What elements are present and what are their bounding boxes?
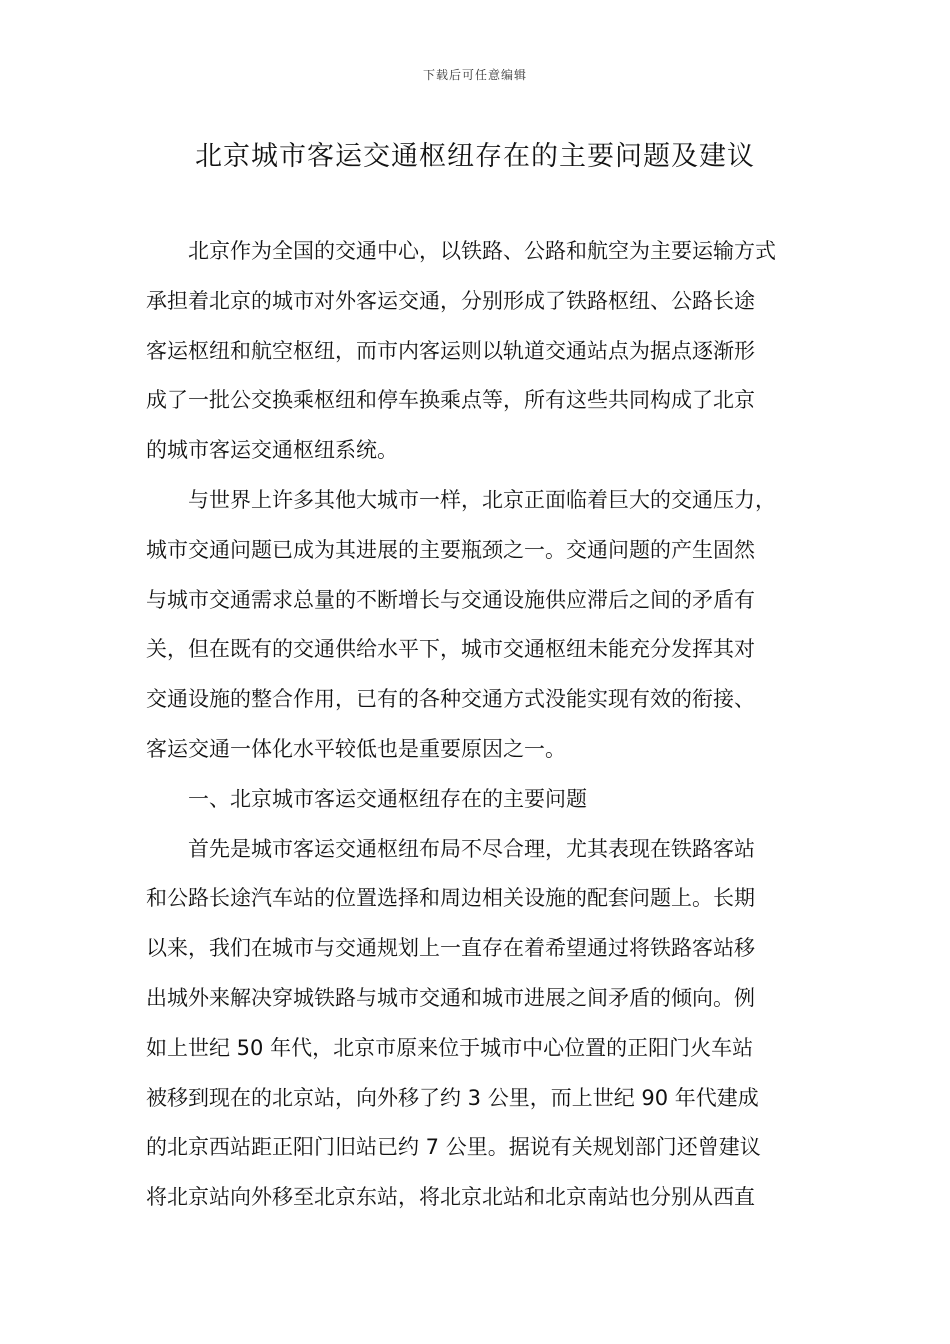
body-text [146,230,808,1226]
text-line: 成了一批公交换乘枢纽和停车换乘点等，所有这些共同构成了北京 [146,388,755,413]
text-line: 首先是城市客运交通枢纽布局不尽合理，尤其表现在铁路客站 [188,836,755,861]
text-line: 一、北京城市客运交通枢纽存在的主要问题 [188,786,587,811]
text-line: 如上世纪 50 年代，北京市原来位于城市中心位置的正阳门火车站 [146,1035,754,1060]
text-line: 客运枢纽和航空枢纽，而市内客运则以轨道交通站点为据点逐渐形 [146,338,755,363]
text-line: 北京作为全国的交通中心，以铁路、公路和航空为主要运输方式 [188,239,776,263]
text-line: 与世界上许多其他大城市一样，北京正面临着巨大的交通压力， [188,487,776,512]
text-line: 关，但在既有的交通供给水平下，城市交通枢纽未能充分发挥其对 [146,637,755,662]
text-line: 与城市交通需求总量的不断增长与交通设施供应滞后之间的矛盾有 [146,587,755,612]
text-line: 的城市客运交通枢纽系统。 [146,438,398,463]
text-line: 的北京西站距正阳门旧站已约 7 公里。据说有关规划部门还曾建议 [146,1135,761,1160]
text-line: 将北京站向外移至北京东站，将北京北站和北京南站也分别从西直 [146,1185,755,1210]
document-title: 北京城市客运交通枢纽存在的主要问题及建议 [195,141,755,172]
text-line: 承担着北京的城市对外客运交通，分别形成了铁路枢纽、公路长途 [146,288,755,313]
text-line: 客运交通一体化水平较低也是重要原因之一。 [146,736,566,761]
text-line: 城市交通问题已成为其进展的主要瓶颈之一。交通问题的产生固然 [146,537,755,562]
text-line: 出城外来解决穿城铁路与城市交通和城市进展之间矛盾的倾向。例 [146,985,755,1010]
text-line: 交通设施的整合作用，已有的各种交通方式没能实现有效的衔接、 [146,687,755,712]
text-line: 以来，我们在城市与交通规划上一直存在着希望通过将铁路客站移 [146,936,755,961]
header-note: 下载后可任意编辑 [422,68,527,82]
text-line: 被移到现在的北京站，向外移了约 3 公里，而上世纪 90 年代建成 [146,1085,759,1110]
text-line: 和公路长途汽车站的位置选择和周边相关设施的配套问题上。长期 [146,886,755,911]
